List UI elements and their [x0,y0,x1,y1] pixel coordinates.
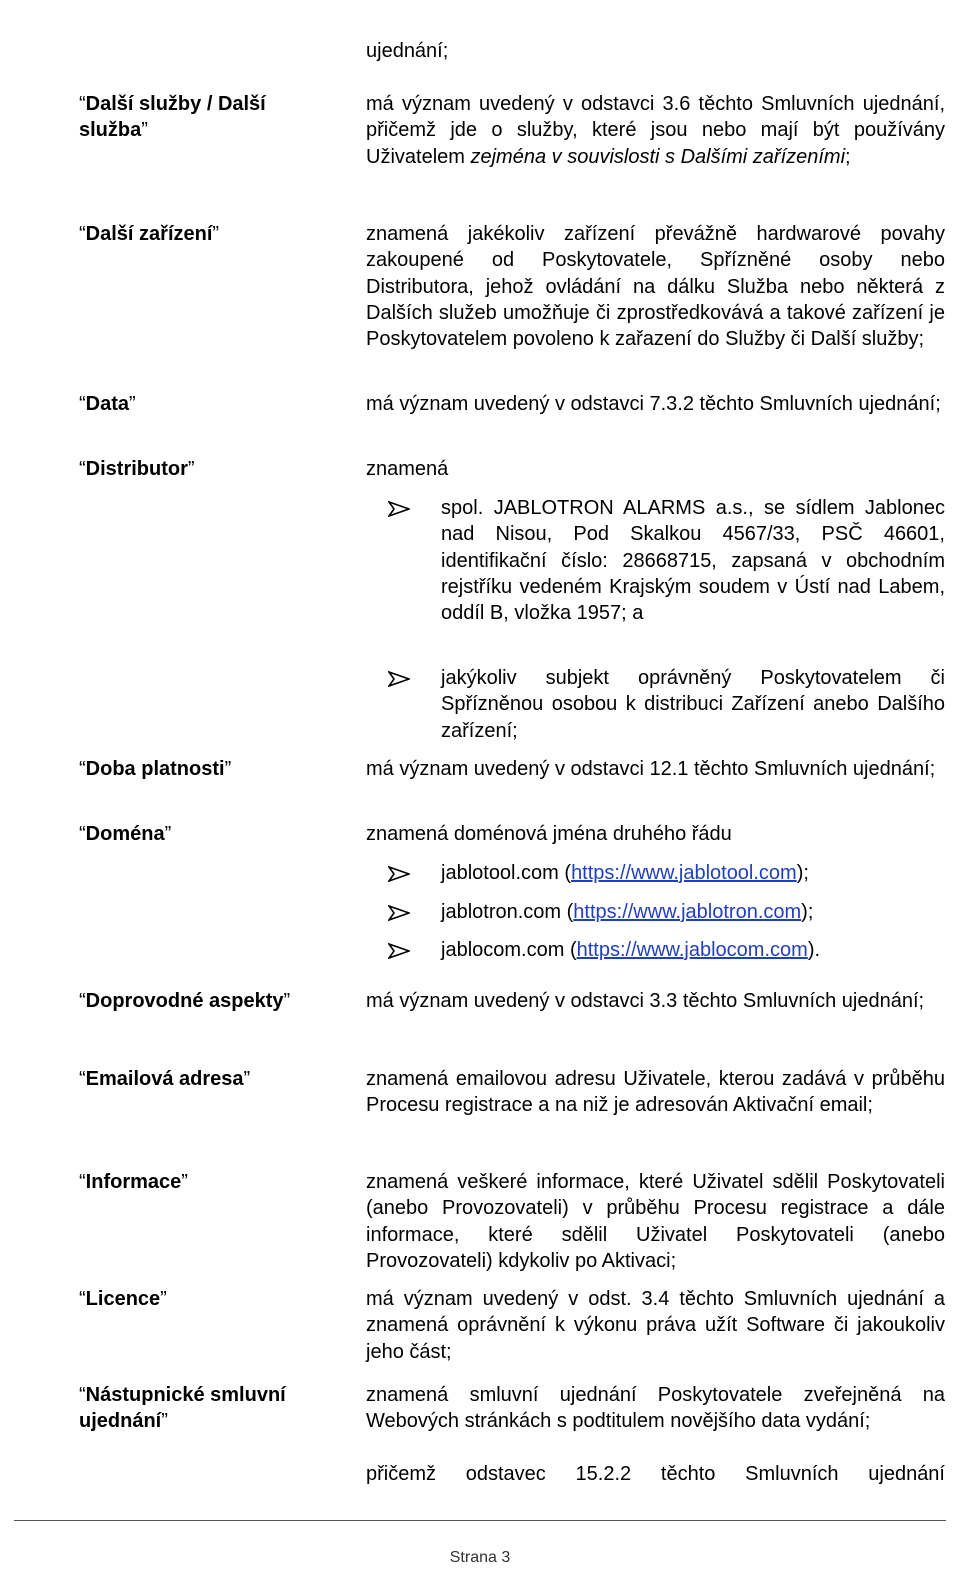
term-data: “Data” [79,393,136,415]
arrow-bullet-icon [388,671,410,687]
arrow-bullet-icon [388,943,410,959]
term-dalsi-sluzby: “Další služby / Další služba” [79,93,266,142]
term-licence: “Licence” [79,1288,167,1310]
arrow-bullet-icon [388,866,410,882]
term-nastupnicke-smluvni-ujednani: “Nástupnické smluvní ujednání” [79,1384,286,1433]
definition-doba-platnosti: má význam uvedený v odstavci 12.1 těchto Smluvních ujednání; [366,758,936,780]
domain-link[interactable]: https://www.jablotron.com [573,901,802,923]
arrow-bullet-icon [388,501,410,517]
definition-distributor: znamená [366,458,449,480]
definition-data: má význam uvedený v odstavci 7.3.2 těchto Smluvních ujednání; [366,393,941,415]
term-informace: “Informace” [79,1171,188,1193]
term-dalsi-zarizeni: “Další zařízení” [79,223,220,245]
term-distributor: “Distributor” [79,458,195,480]
definition-dalsi-zarizeni: znamená jakékoliv zařízení převážně hardwarové povahy zakoupené od Poskytovatele, Spřízněné osoby nebo Distributora, jehož ovládání na dálku Služba nebo některá z Dalších služeb umožňuje či zprostředkovává a takové zařízení je Poskytovatelem povoleno k zařazení do Služby či Další služby; [366,223,945,351]
domain-item: jablocom.com (https://www.jablocom.com). [441,939,821,961]
definition-emailova-adresa: znamená emailovou adresu Uživatele, kterou zadává v průběhu Procesu registrace a na niž je adresován Aktivační email; [366,1068,945,1117]
domain-link[interactable]: https://www.jablotool.com [571,862,797,884]
domain-link[interactable]: https://www.jablocom.com [576,939,808,961]
definition-informace: znamená veškeré informace, které Uživatel sdělil Poskytovateli (anebo Provozovateli) v průběhu Procesu registrace a dále informace, které sdělil Uživatel Poskytovateli (anebo Provozovateli) kdykoliv po Aktivaci; [366,1171,945,1272]
term-emailova-adresa: “Emailová adresa” [79,1068,251,1090]
footer-divider [14,1520,946,1521]
definition-doprovodne-aspekty: má význam uvedený v odstavci 3.3 těchto Smluvních ujednání; [366,990,925,1012]
term-domena: “Doména” [79,823,172,845]
definition-licence: má význam uvedený v odst. 3.4 těchto Smluvních ujednání a znamená oprávnění k výkonu práva užít Software či jakoukoliv jeho část; [366,1288,945,1363]
definition-nastupnicke-smluvni-ujednani: znamená smluvní ujednání Poskytovatele zveřejněná na Webových stránkách s podtitulem novějšího data vydání; [366,1384,945,1433]
definition-dalsi-sluzby: má význam uvedený v odstavci 3.6 těchto Smluvních ujednání, přičemž jde o služby, které jsou nebo mají být používány Uživatelem zejména v souvislosti s Dalšími zařízeními; [366,93,945,168]
definition-domena: znamená doménová jména druhého řádu [366,823,732,845]
bullet-text: spol. JABLOTRON ALARMS a.s., se sídlem Jablonec nad Nisou, Pod Skalkou 4567/33, PSČ 46601, identifikační číslo: 28668715, zapsaná v obchodním rejstříku vedeném Krajským soudem v Ústí nad Labem, oddíl B, vložka 1957; a [441,497,945,625]
domain-item: jablotron.com (https://www.jablotron.com); [441,901,814,923]
arrow-bullet-icon [388,905,410,921]
term-doprovodne-aspekty: “Doprovodné aspekty” [79,990,291,1012]
top-continuation: ujednání; [366,40,449,62]
page-number: Strana 3 [449,1549,511,1566]
definition-continuation: přičemž odstavec 15.2.2 těchto Smluvních ujednání [366,1463,945,1485]
domain-item: jablotool.com (https://www.jablotool.com); [441,862,809,884]
term-doba-platnosti: “Doba platnosti” [79,758,232,780]
bullet-text: jakýkoliv subjekt oprávněný Poskytovatelem či Spřízněnou osobou k distribuci Zařízení anebo Dalšího zařízení; [441,667,945,742]
